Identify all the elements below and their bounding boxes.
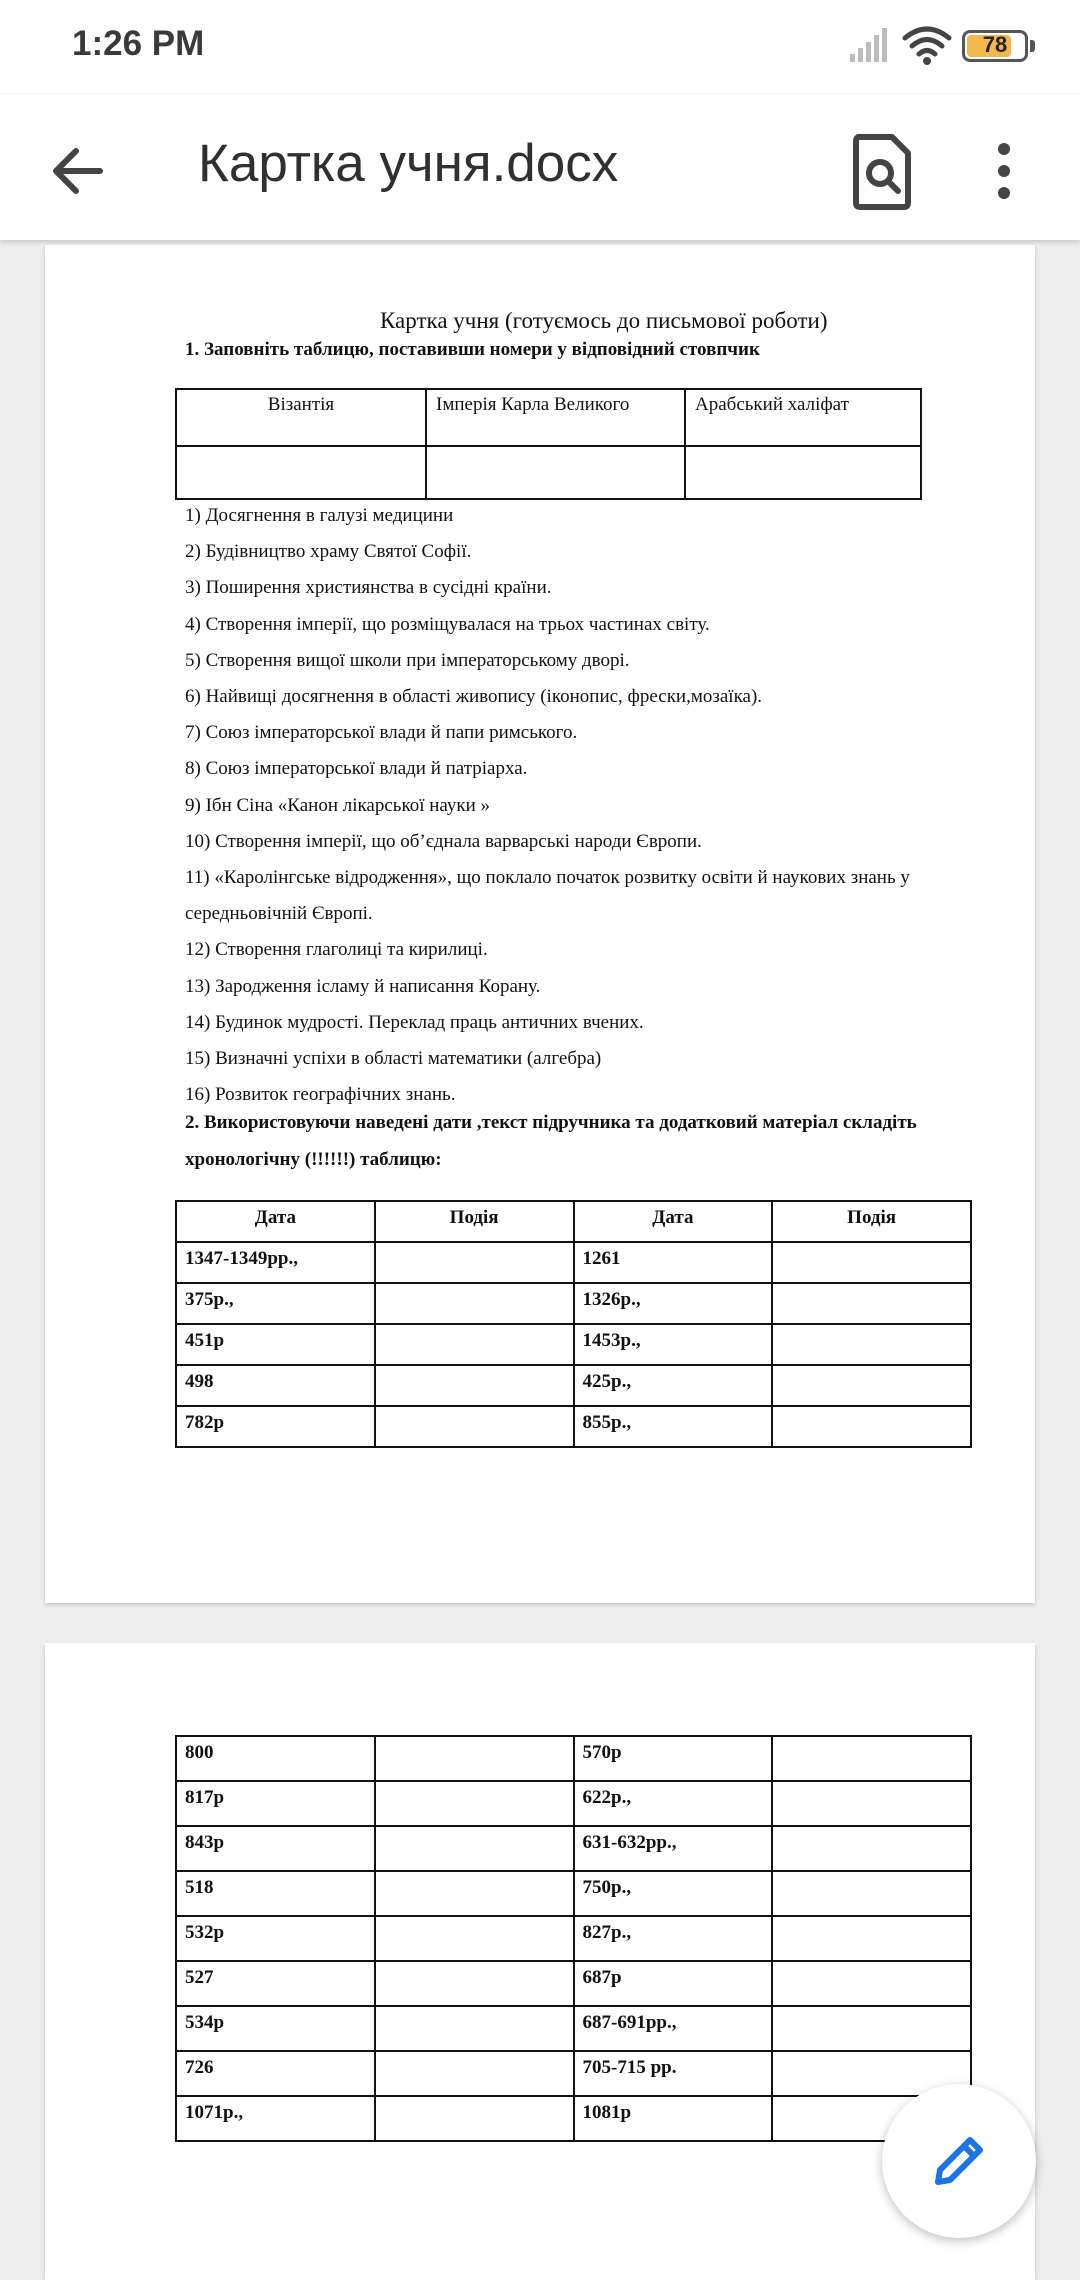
- table-header: Подія: [375, 1201, 574, 1242]
- date-cell: 855р.,: [574, 1406, 773, 1447]
- list-item: 6) Найвищі досягнення в області живопису (іконопис, фрески,мозаїка).: [185, 686, 763, 708]
- date-cell: 750р.,: [574, 1871, 773, 1916]
- table-header: Дата: [176, 1201, 375, 1242]
- date-cell: 375р.,: [176, 1283, 375, 1324]
- event-cell: [375, 2051, 574, 2096]
- table-row: [176, 1871, 971, 1916]
- date-cell: 1261: [574, 1242, 773, 1283]
- table-header: Дата: [574, 1201, 773, 1242]
- signal-icon: [848, 26, 890, 64]
- event-cell: [772, 1283, 971, 1324]
- date-cell: 817р: [176, 1781, 375, 1826]
- chronology-table-continued: [175, 1735, 972, 2142]
- date-cell: 827р.,: [574, 1916, 773, 1961]
- date-cell: 800: [176, 1736, 375, 1781]
- date-cell: 425р.,: [574, 1365, 773, 1406]
- table-row: [176, 1916, 971, 1961]
- event-cell: [375, 1871, 574, 1916]
- table-row: [176, 1324, 971, 1365]
- table-row: [176, 2096, 971, 2141]
- event-cell: [375, 1324, 574, 1365]
- event-cell: [772, 1736, 971, 1781]
- date-cell: 534р: [176, 2006, 375, 2051]
- list-item: 2) Будівництво храму Святої Софії.: [185, 541, 472, 563]
- table-row: [176, 1283, 971, 1324]
- table-row: [176, 2006, 971, 2051]
- regions-table: [175, 388, 922, 500]
- date-cell: 705-715 рр.: [574, 2051, 773, 2096]
- event-cell: [772, 2006, 971, 2051]
- edit-fab-button[interactable]: [882, 2084, 1036, 2238]
- date-cell: 631-632рр.,: [574, 1826, 773, 1871]
- table-header: Арабський халіфат: [685, 389, 921, 446]
- list-item: 10) Створення імперії, що об’єднала варварські народи Європи.: [185, 830, 702, 852]
- date-cell: 1081р: [574, 2096, 773, 2141]
- task-2-heading-line-1: 2. Використовуючи наведені дати ,текст підручника та додатковий матеріал складіть: [185, 1112, 917, 1133]
- event-cell: [375, 1736, 574, 1781]
- list-item: 8) Союз імператорської влади й патріарха.: [185, 758, 528, 780]
- event-cell: [772, 1365, 971, 1406]
- list-item: 14) Будинок мудрості. Переклад праць античних вчених.: [185, 1011, 644, 1033]
- table-row: [176, 1736, 971, 1781]
- event-cell: [375, 1242, 574, 1283]
- event-cell: [375, 1365, 574, 1406]
- list-item: 13) Зародження ісламу й написання Корану.: [185, 975, 541, 997]
- date-cell: 622р.,: [574, 1781, 773, 1826]
- more-options-button[interactable]: [984, 139, 1024, 203]
- date-cell: 782р: [176, 1406, 375, 1447]
- event-cell: [375, 1916, 574, 1961]
- achievements-list: [185, 498, 985, 1113]
- date-cell: 687-691рр.,: [574, 2006, 773, 2051]
- date-cell: 532р: [176, 1916, 375, 1961]
- event-cell: [772, 1826, 971, 1871]
- list-item: 4) Створення імперії, що розміщувалася на трьох частинах світу.: [185, 613, 710, 635]
- date-cell: 498: [176, 1365, 375, 1406]
- event-cell: [772, 1324, 971, 1365]
- event-cell: [375, 1961, 574, 2006]
- more-vert-icon: [984, 139, 1024, 203]
- event-cell: [772, 1781, 971, 1826]
- wifi-icon: [902, 26, 952, 66]
- event-cell: [772, 1961, 971, 2006]
- task-1-heading: 1. Заповніть таблицю, поставивши номери у відповідний стовпчик: [185, 339, 760, 360]
- list-item: 16) Розвиток географічних знань.: [185, 1084, 456, 1106]
- list-item: 12) Створення глаголиці та кирилиці.: [185, 939, 488, 961]
- date-cell: 1347-1349рр.,: [176, 1242, 375, 1283]
- list-item: 5) Створення вищої школи при імператорському дворі.: [185, 649, 630, 671]
- table-row: [176, 1242, 971, 1283]
- list-item: 1) Досягнення в галузі медицини: [185, 505, 454, 526]
- table-row: [176, 1961, 971, 2006]
- date-cell: 518: [176, 1871, 375, 1916]
- task-2-heading-line-2: хронологічну (!!!!!!) таблицю:: [185, 1149, 442, 1170]
- list-item: 15) Визначні успіхи в області математики (алгебра): [185, 1048, 602, 1070]
- list-item: 9) Ібн Сіна «Канон лікарської науки »: [185, 794, 491, 816]
- event-cell: [375, 1283, 574, 1324]
- table-row: [176, 1365, 971, 1406]
- event-cell: [375, 2096, 574, 2141]
- table-row: [176, 2051, 971, 2096]
- date-cell: 843р: [176, 1826, 375, 1871]
- battery-level: 78: [982, 32, 1008, 57]
- table-cell: [685, 446, 921, 499]
- date-cell: 527: [176, 1961, 375, 2006]
- table-row: [176, 1406, 971, 1447]
- event-cell: [375, 1826, 574, 1871]
- edit-pencil-icon: [928, 2130, 990, 2192]
- event-cell: [375, 1406, 574, 1447]
- date-cell: 687р: [574, 1961, 773, 2006]
- card-title: Картка учня (готуємось до письмової роботи): [380, 308, 828, 333]
- table-row: [176, 1826, 971, 1871]
- list-item: 7) Союз імператорської влади й папи римського.: [185, 722, 578, 744]
- table-row: [176, 1781, 971, 1826]
- status-time: 1:26 PM: [72, 24, 205, 63]
- status-bar: [0, 0, 1080, 95]
- list-item: 11) «Каролінгське відродження», що поклало початок розвитку освіти й наукових знань у: [185, 867, 910, 889]
- document-page-1: [45, 245, 1035, 1603]
- event-cell: [772, 1406, 971, 1447]
- back-button[interactable]: [42, 135, 114, 207]
- app-bar: [0, 95, 1080, 240]
- document-title: Картка учня.docx: [198, 134, 619, 193]
- event-cell: [772, 1242, 971, 1283]
- chronology-table: [175, 1200, 972, 1448]
- back-arrow-icon: [42, 135, 114, 207]
- date-cell: 570р: [574, 1736, 773, 1781]
- list-item: 3) Поширення християнства в сусідні країни.: [185, 577, 552, 599]
- find-in-document-button[interactable]: [846, 131, 918, 211]
- date-cell: 1453р.,: [574, 1324, 773, 1365]
- event-cell: [375, 2006, 574, 2051]
- list-item: середньовічній Європі.: [185, 903, 373, 925]
- table-cell: [176, 446, 426, 499]
- date-cell: 1326р.,: [574, 1283, 773, 1324]
- find-in-document-icon: [846, 131, 918, 211]
- event-cell: [772, 1916, 971, 1961]
- table-header: Імперія Карла Великого: [426, 389, 685, 446]
- event-cell: [772, 1871, 971, 1916]
- table-cell: [426, 446, 685, 499]
- event-cell: [375, 1781, 574, 1826]
- date-cell: 451р: [176, 1324, 375, 1365]
- table-header: Візантія: [176, 389, 426, 446]
- table-header: Подія: [772, 1201, 971, 1242]
- date-cell: 726: [176, 2051, 375, 2096]
- date-cell: 1071р.,: [176, 2096, 375, 2141]
